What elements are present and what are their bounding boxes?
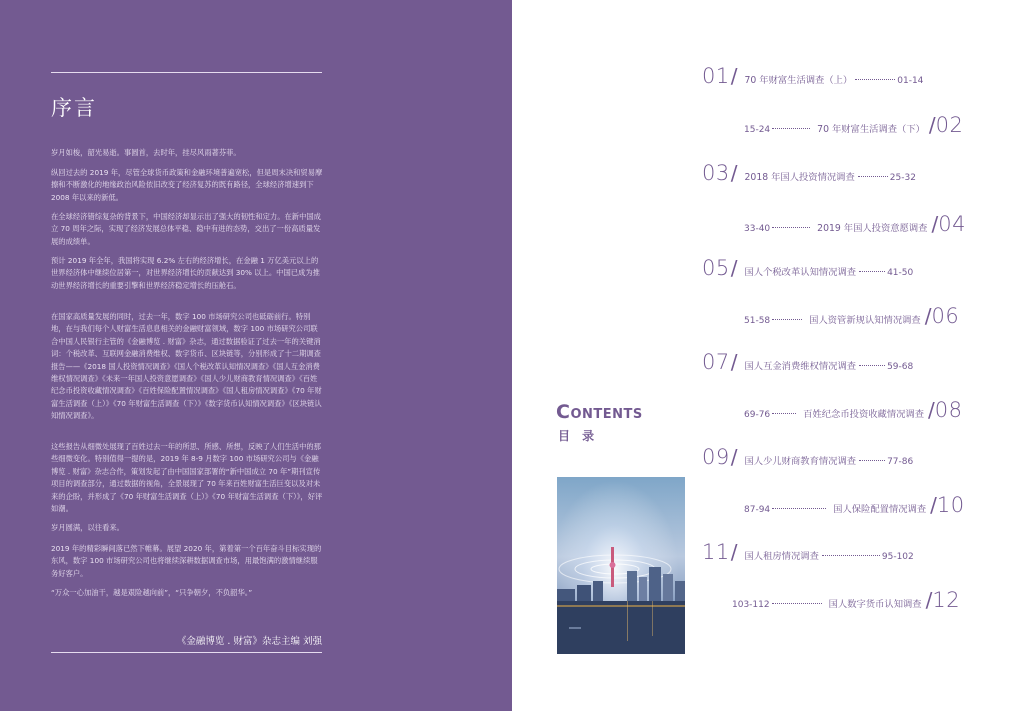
preface-paragraph: 岁月如梭，韶光易逝。事圆首，去时年，挂尽风雨著芬菲。 (51, 148, 241, 157)
toc-entry-03[interactable]: 03/ 2018 年国人投资情况调查 25-32 (702, 161, 916, 185)
toc-pages: 87-94 (744, 505, 771, 515)
bottom-divider (51, 652, 322, 653)
toc-pages: 15-24 (744, 125, 771, 135)
preface-paragraph: 在国家高质量发展的同时，过去一年，数字 100 市场研究公司也砥砺前行。特别地，在与我们每个人财富生活息息相关的金融财富领域，数字 100 市场研究公司联合中国人民银行主管的《金融博览 . 财富》杂志，通过数据验证了过去一年的关键消词：个税改革、互联网金融消费维权、数字货币、区块链等，分别形成了十二期调查报告——《2018 国人投资情况调查》《国人个税改革认知情况调查》《国人互金消费维权情况调查》《未来一年国人投资意愿调查》《国人少儿财商教育情况调查》《百姓纪念币投资收藏情况调查》《百姓保险配置情况调查》《国人租房情况调查》《70 年财富生活调查（上）》《70 年财富生活调查（下）》《数字货币认知情况调查》《区块链认知情况调查》。 (51, 312, 322, 421)
toc-title: 国人互金消费维权情况调查 (744, 361, 857, 372)
preface-paragraph: 这些报告从细微处展现了百姓过去一年的所思、所感、所想，反映了人们生活中的那些细微变化。特别值得一提的是，2019 年 8-9 月数字 100 市场研究公司与《金融博览 . 财富》杂志合作，策划发起了由中国国家部署的“新中国成立 70 年”期刊宣传项目的调查部分，通过数据的视角，全景展现了 70 年来百姓财富生活巨变以及对未来的企盼，并形成了《70 年财富生活调查（上）》《70 年财富生活调查（下）》，好评如潮。 (51, 442, 323, 514)
toc-pages: 95-102 (881, 552, 914, 562)
toc-entry-12[interactable]: 103-112 国人数字货币认知调查 /12 (732, 588, 961, 612)
toc-pages: 59-68 (887, 362, 914, 372)
skyline-illustration (557, 477, 685, 654)
toc-title: 百姓纪念币投资收藏情况调查 (803, 409, 925, 420)
toc-title: 国人个税改革认知情况调查 (744, 267, 857, 278)
toc-number: 07 (702, 350, 730, 374)
toc-entry-01[interactable]: 01/ 70 年财富生活调查（上） 01-14 (702, 64, 924, 88)
top-divider (51, 72, 322, 73)
editor-signature: 《金融博览 . 财富》杂志主编 刘强 (176, 636, 322, 647)
toc-number: 03 (702, 161, 730, 185)
contents-subtitle: 目 录 (558, 429, 599, 443)
toc-number: 04 (938, 212, 966, 236)
preface-title: 序言 (51, 96, 97, 120)
toc-number: 01 (702, 64, 730, 88)
toc-title: 国人数字货币认知调查 (828, 599, 922, 610)
preface-paragraph: “万众一心加油干，越是艰险越向前”，“只争朝夕，不负韶华。” (51, 588, 253, 597)
toc-number: 05 (702, 256, 730, 280)
toc-entry-04[interactable]: 33-40 2019 年国人投资意愿调查 /04 (744, 212, 966, 236)
preface-paragraph: 在全球经济错综复杂的背景下，中国经济却显示出了强大的韧性和定力。在新中国成立 70 周年之际，实现了经济发展总体平稳、稳中有进的态势，交出了一份高质量发展的成绩单。 (51, 212, 321, 246)
city-skyline-photo (557, 477, 685, 654)
toc-entry-02[interactable]: 15-24 70 年财富生活调查（下） /02 (744, 113, 964, 137)
toc-title: 70 年财富生活调查（上） (744, 75, 853, 86)
toc-entry-08[interactable]: 69-76 百姓纪念币投资收藏情况调查 /08 (744, 398, 963, 422)
toc-pages: 25-32 (889, 173, 916, 183)
toc-entry-10[interactable]: 87-94 国人保险配置情况调查 /10 (744, 493, 965, 517)
toc-title: 2019 年国人投资意愿调查 (817, 223, 928, 234)
toc-entry-05[interactable]: 05/ 国人个税改革认知情况调查 41-50 (702, 256, 914, 280)
toc-number: 08 (934, 398, 963, 422)
toc-pages: 69-76 (744, 410, 771, 420)
toc-number: 11 (702, 540, 730, 564)
toc-title: 70 年财富生活调查（下） (817, 124, 925, 135)
toc-pages: 41-50 (887, 268, 914, 278)
toc-pages: 01-14 (897, 76, 924, 86)
contents-title: Contents (556, 401, 643, 423)
preface-paragraph: 2019 年的精彩瞬间落已然下帷幕。展望 2020 年，第着第一个百年奋斗目标实现的东风，数字 100 市场研究公司也将继续深耕数据调查市场，用最饱满的激情继续服务好客户。 (51, 544, 322, 578)
preface-paragraph: 岁月圆满，以往看来。 (51, 523, 124, 532)
toc-title: 国人少儿财商教育情况调查 (744, 456, 857, 467)
toc-pages: 77-86 (887, 457, 914, 467)
toc-number: 10 (936, 493, 965, 517)
preface-paragraph: 纵回过去的 2019 年，尽管全球货币政策和金融环境普遍宽松，但是周末决和贸易摩擦和不断激化的地缘政治风险依旧改变了经济复苏的既有路径，全球经济增速到下 2008 年以来的新低。 (51, 168, 323, 202)
toc-title: 国人资管新规认知情况调查 (809, 315, 921, 326)
toc-number: 02 (935, 113, 964, 137)
toc-title: 国人保险配置情况调查 (833, 504, 927, 515)
preface-paragraph: 预计 2019 年全年，我国将实现 6.2% 左右的经济增长，在金融 1 万亿美元以上的世界经济体中继续位居第一，对世界经济增长的贡献达到 30% 以上。中国已成为推动世界经济增长的重要引擎和世界经济稳定增长的压舱石。 (51, 256, 320, 290)
toc-number: 09 (702, 445, 730, 469)
toc-pages: 51-58 (744, 316, 771, 326)
toc-title: 国人租房情况调查 (744, 551, 819, 562)
toc-title: 2018 年国人投资情况调查 (744, 172, 855, 183)
toc-pages: 103-112 (732, 600, 770, 610)
toc-number: 12 (932, 588, 961, 612)
toc-entry-06[interactable]: 51-58 国人资管新规认知情况调查 /06 (744, 304, 960, 328)
toc-entry-09[interactable]: 09/ 国人少儿财商教育情况调查 77-86 (702, 445, 914, 469)
toc-pages: 33-40 (744, 224, 771, 234)
toc-entry-07[interactable]: 07/ 国人互金消费维权情况调查 59-68 (702, 350, 914, 374)
toc-number: 06 (931, 304, 960, 328)
toc-entry-11[interactable]: 11/ 国人租房情况调查 95-102 (702, 540, 914, 564)
